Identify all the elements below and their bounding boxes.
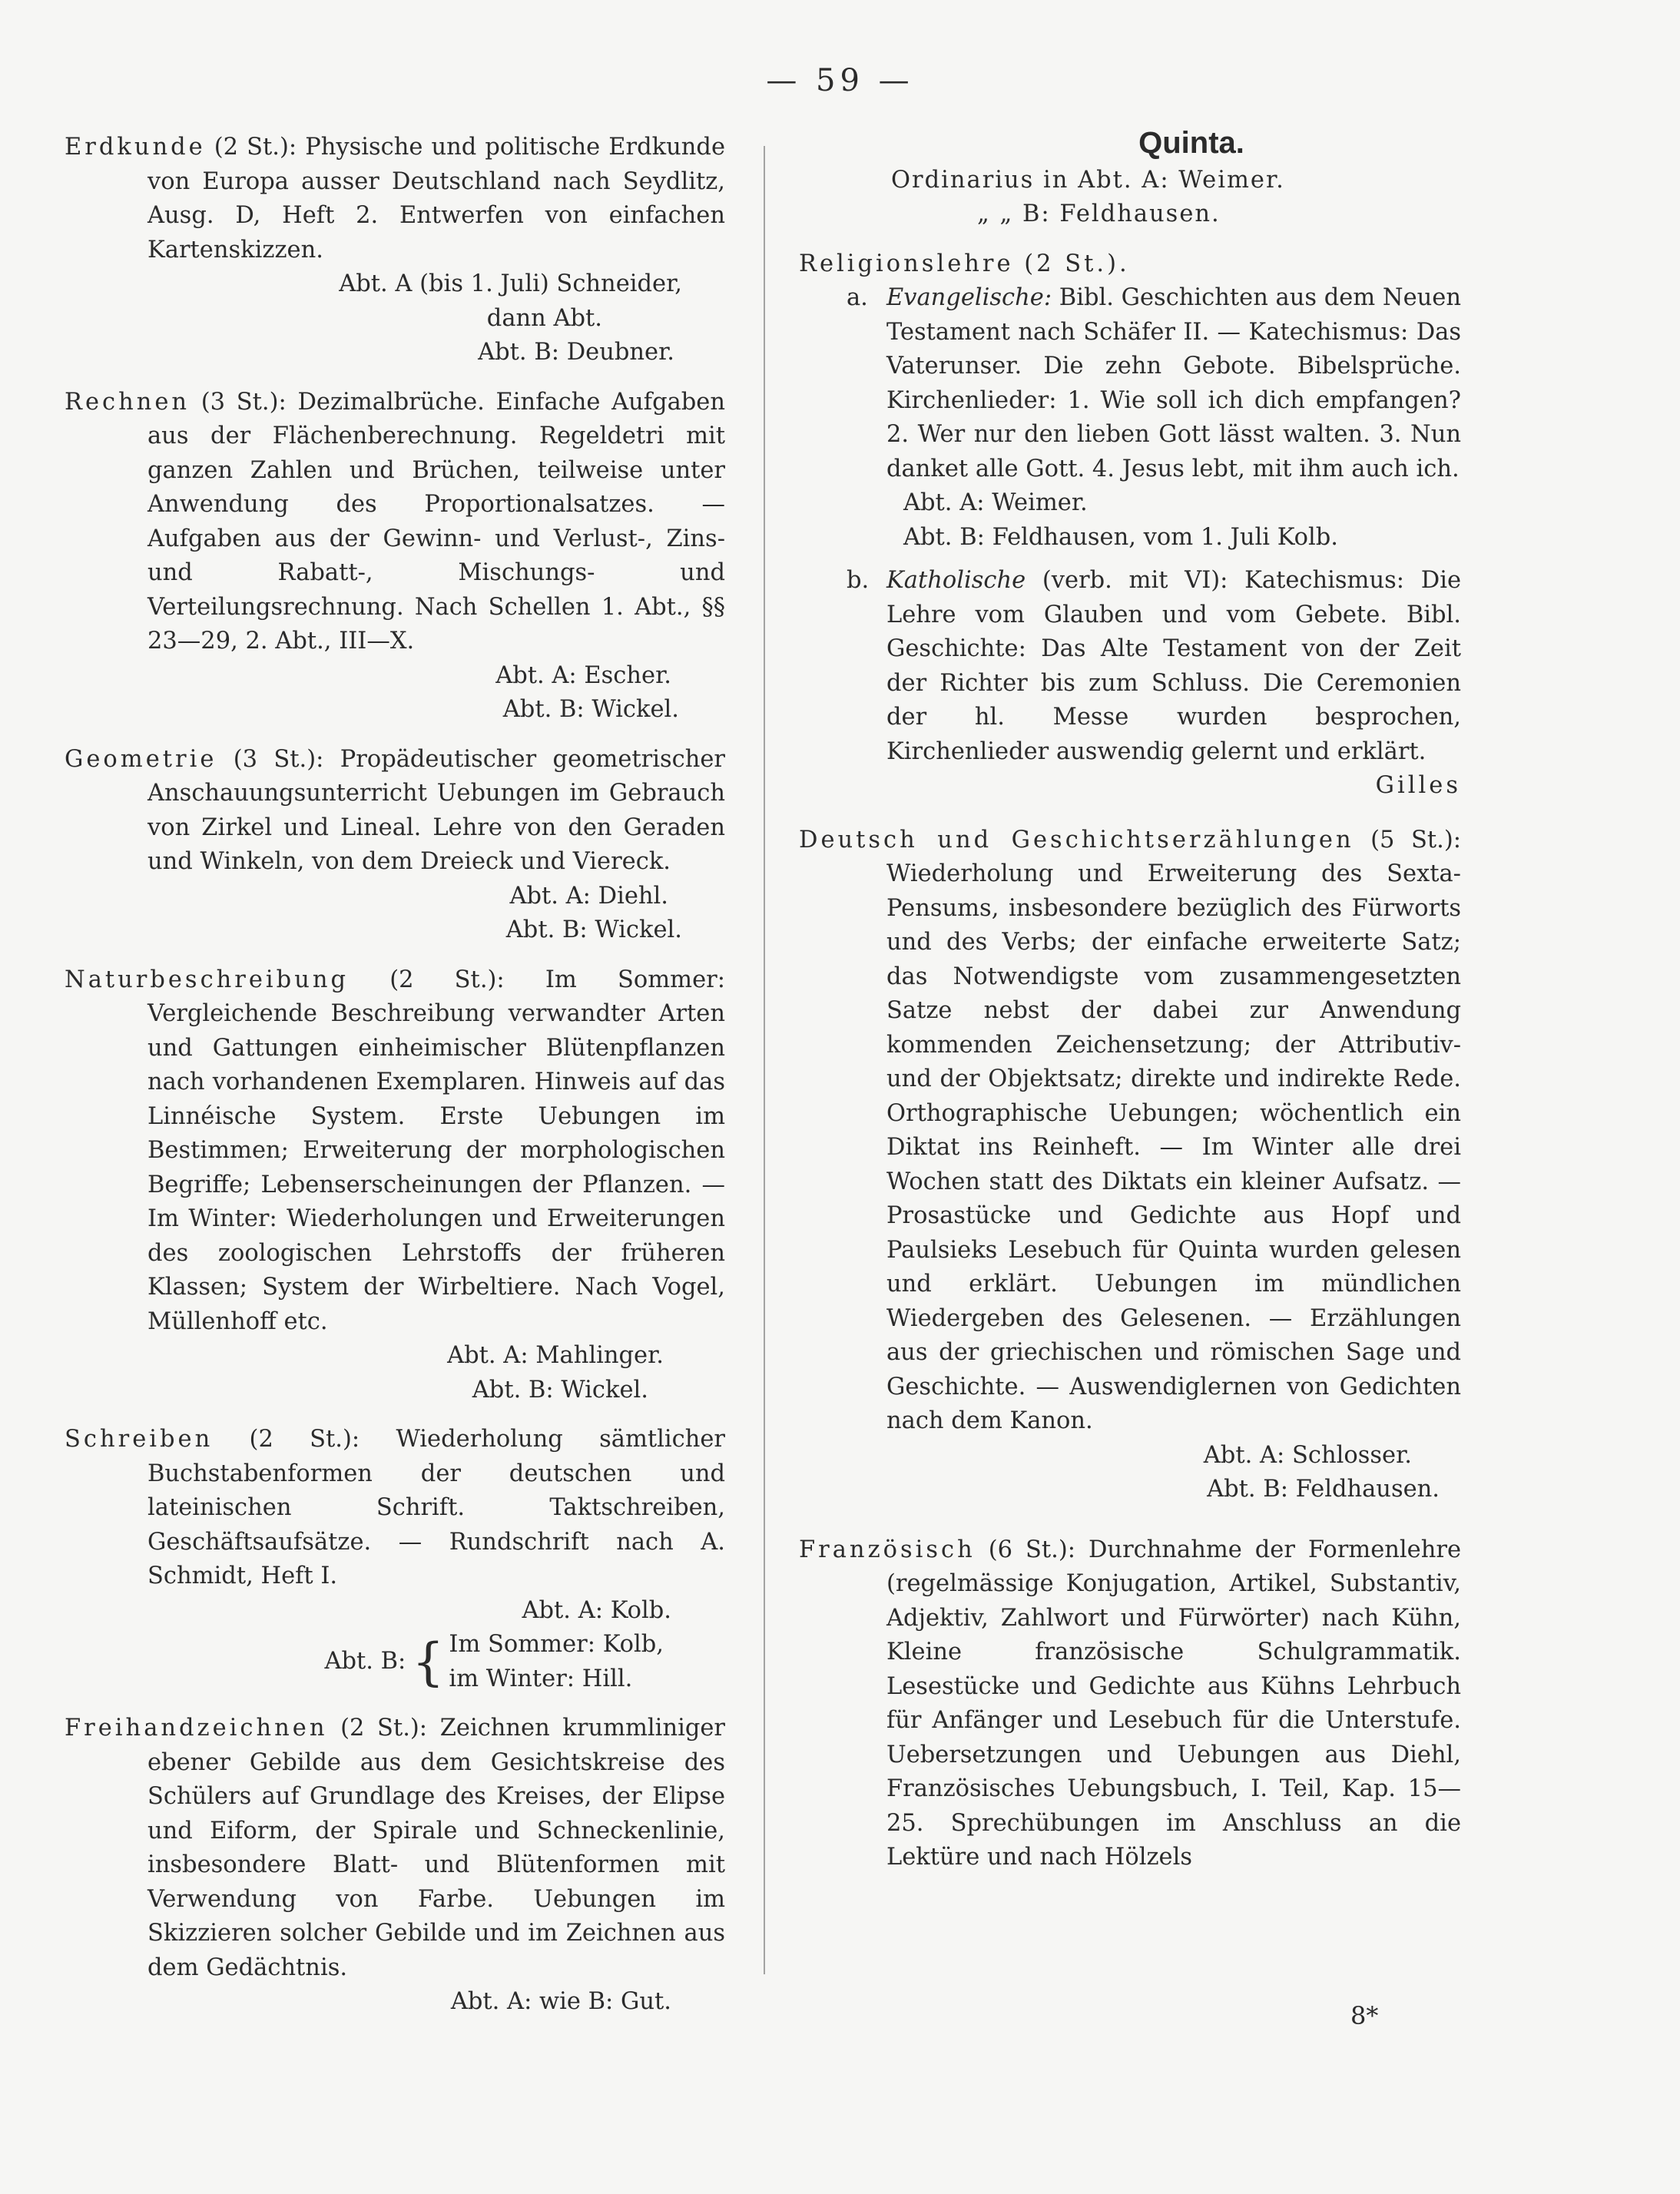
- section-naturbeschreibung: [65, 963, 725, 1408]
- teacher-line: Abt. B: Wickel.: [502, 696, 679, 723]
- section-deutsch: [799, 824, 1461, 1507]
- column-divider: [764, 146, 765, 1974]
- section-body: (2 St.): Zeichnen krummliniger ebener Gebilde aus dem Gesichtskreise des Schülers auf Grundlage des Kreises, der Elipse und Eiform, der Spirale und Schneckenlinie, insbesondere Blatt- und Blütenformen mit Verwendung von Farbe. Uebungen im Skizzieren solcher Gebilde und im Zeichnen aus dem Gedächtnis.: [147, 1715, 725, 1981]
- section-religionslehre: [799, 247, 1461, 804]
- teacher-line: Abt. A: Kolb.: [522, 1596, 671, 1624]
- section-freihandzeichnen: [65, 1712, 725, 2020]
- section-body: (3 St.): Dezimalbrüche. Einfache Aufgaben aus der Flächenberechnung. Regeldetri mit ganzen Zahlen und Brüchen, teilweise unter Anwendung des Proportionalsatzes. — Aufgaben aus der Gewinn- und Verlust-, Zins- und Rabatt-, Mischungs- und Verteilungsrechnung. Nach Schellen 1. Abt., §§ 23—29, 2. Abt., III—X.: [147, 388, 725, 655]
- section-heading: Französisch: [799, 1536, 976, 1563]
- teacher-line: Abt. B: Feldhausen.: [1207, 1476, 1440, 1503]
- teacher-line: Abt. B: Feldhausen, vom 1. Juli Kolb.: [903, 523, 1338, 551]
- teacher-line: Abt. B: Deubner.: [478, 339, 674, 366]
- section-body: Bibl. Geschichten aus dem Neuen Testament nach Schäfer II. — Katechismus: Das Vaterunser. Die zehn Gebote. Bibelsprüche. Kirchenlieder: 1. Wie soll ich dich empfangen? 2. Wer nur den lieben Gott lässt walten. 3. Nun danket alle Gott. 4. Jesus lebt, mit ihm auch ich.: [886, 284, 1461, 482]
- right-column: [799, 126, 1462, 1891]
- teacher-label: Abt. B:: [324, 1648, 406, 1675]
- section-heading: Geometrie: [65, 745, 217, 773]
- class-title: Quinta.: [1138, 126, 1244, 160]
- section-heading: Deutsch und Geschichtserzählungen: [799, 826, 1354, 853]
- section-heading: Naturbeschreibung: [65, 966, 350, 993]
- section-heading: Schreiben: [65, 1426, 214, 1453]
- section-rechnen: [65, 386, 725, 727]
- section-body: (3 St.): Propädeutischer geometrischer Anschauungsunterricht Uebungen im Gebrauch von Zirkel und Lineal. Lehre von den Geraden und Winkeln, von dem Dreieck und Viereck.: [147, 745, 725, 875]
- teacher-line: Abt. A: Schlosser.: [1203, 1441, 1412, 1469]
- printer-signature: 8*: [1350, 2001, 1379, 2030]
- section-heading: Erdkunde: [65, 134, 206, 161]
- section-body: (6 St.): Durchnahme der Formenlehre (regelmässige Konjugation, Artikel, Substantiv, Adjektiv, Zahlwort und Fürwörter) nach Kühn, Kleine französische Schulgrammatik. Lesestücke und Gedichte aus Kühns Lehrbuch für Anfänger und Lesebuch für die Unterstufe. Uebersetzungen und Uebungen aus Diehl, Französisches Uebungsbuch, I. Teil, Kap. 15—25. Sprechübungen im Anschluss an die Lektüre und nach Hölzels: [886, 1536, 1461, 1871]
- section-franzoesisch: [799, 1533, 1461, 1875]
- subsection-title: Evangelische:: [886, 284, 1052, 311]
- section-body: (2 St.): Wiederholung sämtlicher Buchstabenformen der deutschen und lateinischen Schrift. Taktschreiben, Geschäftsaufsätze. — Rundschrift nach A. Schmidt, Heft I.: [147, 1426, 725, 1589]
- teacher-line: Abt. A: wie B: Gut.: [450, 1988, 671, 2015]
- teacher-line: Abt. A: Mahlinger.: [447, 1342, 664, 1369]
- page-number: — 59 —: [766, 63, 914, 98]
- subsection-label: b.: [847, 567, 870, 594]
- section-heading: Rechnen: [65, 388, 191, 416]
- section-heading: Religionslehre (2 St.).: [799, 250, 1130, 277]
- section-body: (2 St.): Physische und politische Erdkunde von Europa ausser Deutschland nach Seydlitz, Ausg. D, Heft 2. Entwerfen von einfachen Kartenskizzen.: [147, 134, 725, 263]
- brace-glyph: {: [412, 1632, 445, 1692]
- section-body: (5 St.): Wiederholung und Erweiterung des Sexta-Pensums, insbesondere bezüglich des Fürworts und des Verbs; der einfache erweiterte Satz; das Notwendigste vom zusammengesetzten Satze nebst der dabei zur Anwendung kommenden Zeichensetzung; der Attributiv- und der Objektsatz; direkte und indirekte Rede. Orthographische Uebungen; wöchentlich ein Diktat ins Reinheft. — Im Winter alle drei Wochen statt des Diktats ein kleiner Aufsatz. — Prosastücke und Gedichte aus Hopf und Paulsieks Lesebuch für Quinta wurden gelesen und erklärt. Uebungen im mündlichen Wiedergeben des Gelesenen. — Erzählungen aus der griechischen und römischen Sage und Geschichte. — Auswendiglernen von Gedichten nach dem Kanon.: [886, 826, 1462, 1434]
- section-body: (verb. mit VI): Katechismus: Die Lehre vom Glauben und vom Gebete. Bibl. Geschichte: Das Alte Testament von der Zeit der Richter bis zum Schluss. Die Ceremonien der hl. Messe wurden besprochen, Kirchenlieder auswendig gelernt und erklärt.: [886, 567, 1461, 765]
- teacher-line: Abt. A: Escher.: [495, 661, 671, 689]
- section-schreiben: [65, 1423, 725, 1696]
- teacher-line: Gilles: [1375, 772, 1461, 799]
- teacher-line: dann Abt.: [486, 304, 602, 332]
- section-geometrie: [65, 743, 725, 948]
- teacher-line: Abt. A (bis 1. Juli) Schneider,: [339, 270, 682, 297]
- section-erdkunde: [65, 131, 725, 370]
- subsection-label: a.: [847, 284, 868, 311]
- ordinarius-line: „ „ B: Feldhausen.: [977, 201, 1221, 227]
- teacher-line: Abt. B: Wickel.: [472, 1376, 648, 1404]
- subsection-evangelisch: [799, 281, 1461, 486]
- subsection-title: Katholische: [886, 567, 1026, 594]
- left-column: [65, 131, 725, 2035]
- teacher-line: im Winter: Hill.: [449, 1665, 633, 1692]
- teacher-brace-group: [65, 1628, 725, 1696]
- teacher-line: Abt. A: Weimer.: [903, 489, 1088, 516]
- teacher-line: Im Sommer: Kolb,: [449, 1631, 664, 1658]
- section-body: (2 St.): Im Sommer: Vergleichende Beschreibung verwandter Arten und Gattungen einheimischer Blütenpflanzen nach vorhandenen Exemplaren. Hinweis auf das Linnéische System. Erste Uebungen im Bestimmen; Erweiterung der morphologischen Begriffe; Lebenserscheinungen der Pflanzen. — Im Winter: Wiederholungen und Erweiterungen des zoologischen Lehrstoffs der früheren Klassen; System der Wirbeltiere. Nach Vogel, Müllenhoff etc.: [147, 966, 725, 1335]
- teacher-line: Abt. A: Diehl.: [509, 882, 668, 910]
- teacher-line: Abt. B: Wickel.: [505, 916, 682, 943]
- subsection-katholisch: [799, 564, 1461, 769]
- section-heading: Freihandzeichnen: [65, 1715, 328, 1742]
- ordinarius-line: Ordinarius in Abt. A: Weimer.: [891, 166, 1285, 194]
